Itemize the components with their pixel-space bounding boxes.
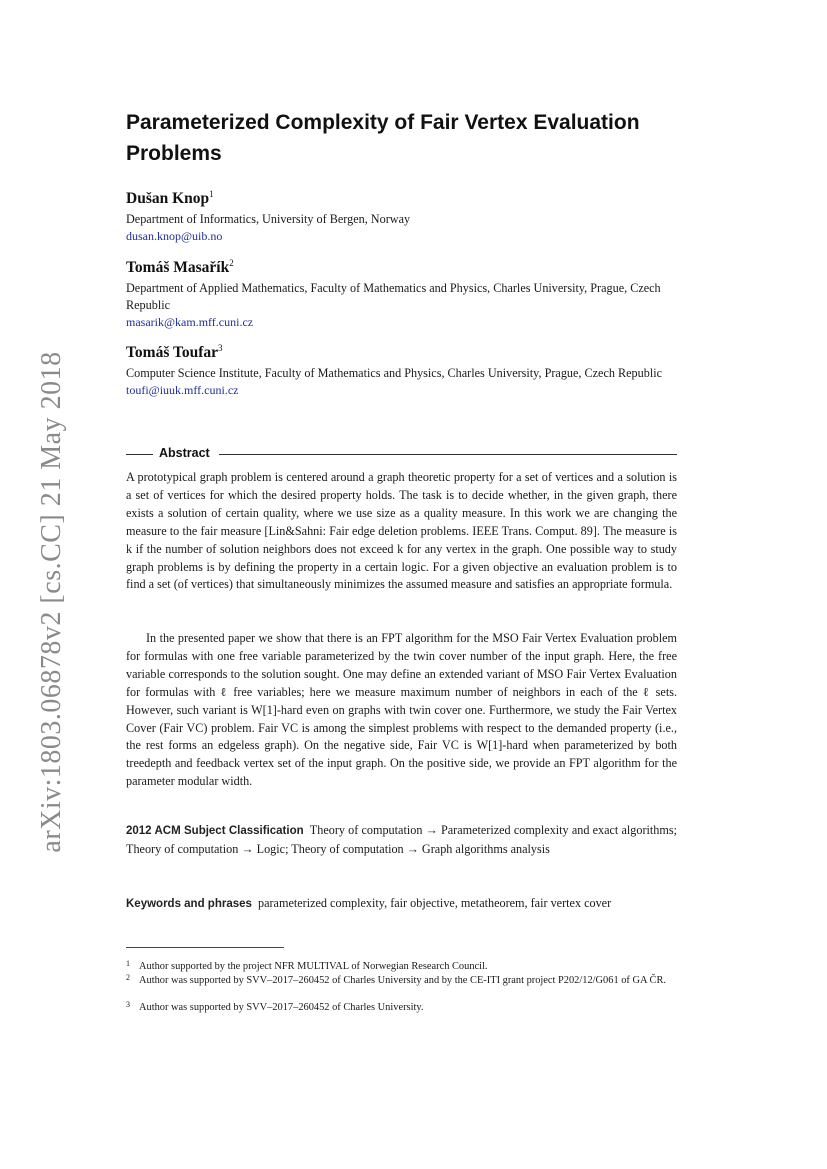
keywords <box>126 895 677 914</box>
footnote-2 <box>126 974 677 987</box>
footnote-mark: 1 <box>209 189 214 199</box>
author-name: Tomáš Toufar$^3$ <box>126 343 223 362</box>
footnote-1 <box>126 960 677 973</box>
footnote-text: Author was supported by SVV–2017–260452 of Charles University and by the CE-ITI grant project P202/12/G061 of GA ČR. <box>139 975 666 986</box>
author-affiliation: Computer Science Institute, Faculty of Mathematics and Physics, Charles University, Prague, Czech Republic <box>126 366 663 381</box>
acm-text: Theory of computation → Parameterized complexity and exact algorithms; Theory of computation → Logic; Theory of computation → Graph algorithms analysis <box>126 823 678 856</box>
author-affiliation: Department of Informatics, University of Bergen, Norway <box>126 212 411 227</box>
footnote-mark: 2 <box>229 258 234 268</box>
abstract-paragraph-2: In the presented paper we show that there is an FPT algorithm for the MSO Fair Vertex Evaluation problem for formulas with one free variable parameterized by the twin cover number of the input graph. Here, the free variable corresponds to the solution sought. One may define an extended variant of MSO Fair Vertex Evaluation for formulas with ℓ free variables; here we measure maximum number of neighbors in each of the ℓ sets. However, such variant is W[1]-hard even on graphs with twin cover one. Furthermore, we study the Fair Vertex Cover (Fair VC) problem. Fair VC is among the simplest problems with respect to the demanded property (i.e., the rest forms an edgeless graph). On the negative side, Fair VC is W[1]-hard when parameterized by both treedepth and feedback vertex set of the input graph. On the positive side, we provide an FPT algorithm for the parameter modular width. <box>126 631 677 789</box>
author-name: Dušan Knop$^1$ <box>126 189 214 208</box>
keywords-text: parameterized complexity, fair objective, metatheorem, fair vertex cover <box>258 896 612 910</box>
footnote-text: Author supported by the project NFR MULTIVAL of Norwegian Research Council. <box>139 961 488 972</box>
acm-classification <box>126 822 677 859</box>
author-affiliation: Department of Applied Mathematics, Faculty of Mathematics and Physics, Charles University, Prague, Czech Republic <box>126 281 661 313</box>
abstract-heading: Abstract <box>159 446 210 460</box>
keywords-heading: Keywords and phrases <box>126 898 252 910</box>
author-email-link[interactable]: masarik@kam.mff.cuni.cz <box>126 315 254 330</box>
footnote-3 <box>126 1001 677 1014</box>
rule-right <box>219 454 677 455</box>
rule-left <box>126 454 153 455</box>
arxiv-identifier-stamp: arXiv:1803.06878v2 [cs.CC] 21 May 2018 <box>36 351 67 853</box>
footnote-number: 2 <box>126 973 130 982</box>
author-name: Tomáš Masařík$^2$ <box>126 258 234 277</box>
acm-heading: 2012 ACM Subject Classification <box>126 825 304 837</box>
author-block-masarik <box>126 253 686 331</box>
author-block-knop <box>126 184 686 245</box>
abstract-heading-rule <box>126 446 677 462</box>
abstract-paragraph-1: A prototypical graph problem is centered around a graph theoretic property for a set of vertices and a solution is a set of vertices for which the desired property holds. The task is to decide whether, in the given graph, there exists a solution of certain quality, where we use size as a quality measure. In this work we are changing the measure to the fair measure [Lin&Sahni: Fair edge deletion problems. IEEE Trans. Comput. 89]. The measure is k if the number of solution neighbors does not exceed k for any vertex in the graph. One possible way to study graph problems is by defining the property in a certain logic. For a given objective an evaluation problem is to find a set (of vertices) that simultaneously minimizes the assumed measure and satisfies an appropriate formula. <box>126 470 677 592</box>
author-email-link[interactable]: dusan.knop@uib.no <box>126 229 223 244</box>
footnote-number: 3 <box>126 1000 130 1009</box>
author-block-toufar <box>126 338 686 399</box>
footnote-rule <box>126 947 284 948</box>
footnote-text: Author was supported by SVV–2017–260452 of Charles University. <box>139 1002 424 1013</box>
footnote-number: 1 <box>126 959 130 968</box>
footnote-mark: 3 <box>218 343 223 353</box>
paper-title: Parameterized Complexity of Fair Vertex Evaluation Problems <box>126 111 640 165</box>
author-email-link[interactable]: toufi@iuuk.mff.cuni.cz <box>126 383 239 398</box>
